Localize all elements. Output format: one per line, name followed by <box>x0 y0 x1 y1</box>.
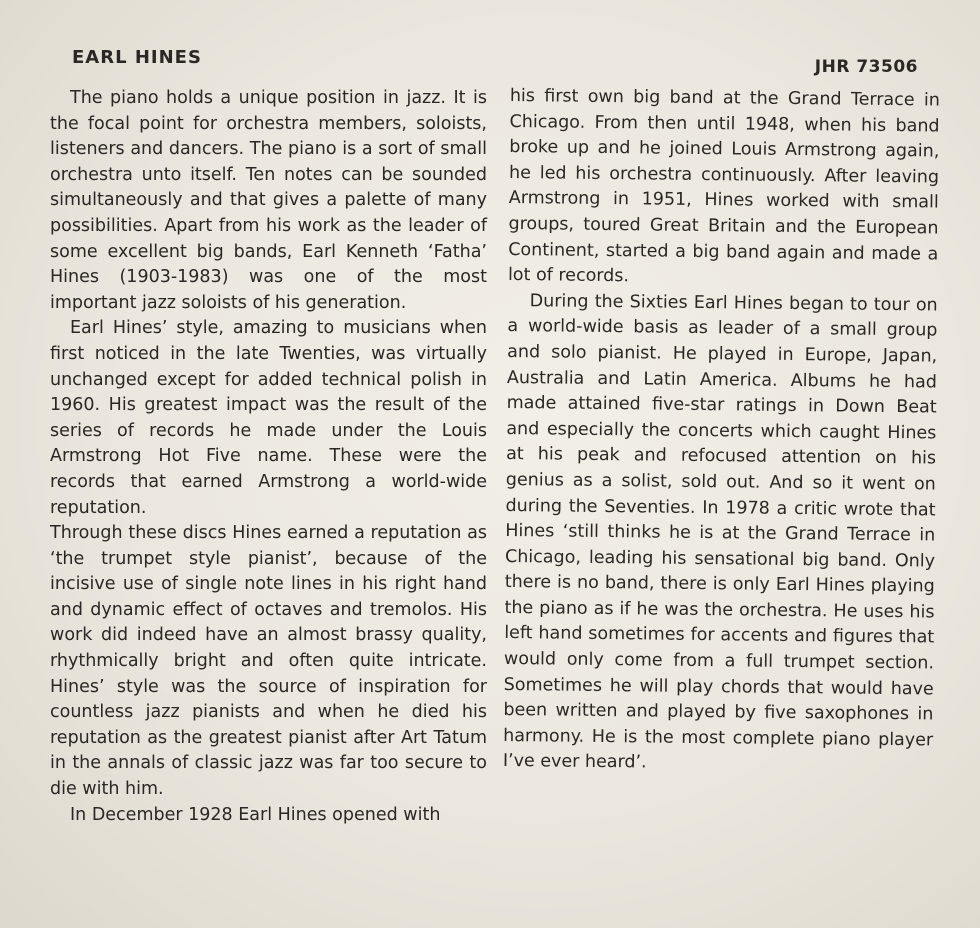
paragraph-style: Earl Hines’ style, amazing to musicians when first noticed in the late Twenties, was virtually unchanged except for added technical polish in 1960. His greatest impact was the result of the series of records he made under the Louis Armstrong Hot Five name. These were the records that earned Armstrong a world-wide reputation. <box>50 318 487 518</box>
paragraph-1928-start: In December 1928 Earl Hines opened with <box>70 804 441 825</box>
artist-heading: EARL HINES <box>72 47 202 68</box>
paragraph-sixties: During the Sixties Earl Hines began to tour on a world-wide basis as leader of a small group and solo pianist. He played in Europe, Japan, Australia and Latin America. Albums he had made attained five-star ratings in Down Beat and especially the concerts which caught Hines at his peak and refocused attention on his genius as a solist, sold out. And so it went on during the Seventies. In 1978 a critic wrote that Hines ‘still thinks he is at the Grand Terrace in Chicago, leading his sensational big band. Only there is no band, there is only Earl Hines playing the piano as if he was the orchestra. He uses his left hand sometimes for accents and figures that would only come from a full trumpet section. Sometimes he will play chords that would have been written and played by five saxophones in harmony. He is the most complete piano player I’ve ever heard’. <box>502 290 938 773</box>
paragraph-reputation: Through these discs Hines earned a reputation as ‘the trumpet style pianist’, because of the incisive use of single note lines in his right hand and dynamic effect of octaves and tremolos. His work did indeed have an almost brassy quality, rhythmically bright and often quite intricate. Hines’ style was the source of inspiration for countless jazz pianists and when he died his reputation as the greatest pianist after Art Tatum in the annals of classic jazz was far too secure to die with him. <box>50 523 487 800</box>
catalog-number: JHR 73506 <box>814 57 918 77</box>
left-column <box>50 86 487 828</box>
paragraph-1928-continued: his first own big band at the Grand Terrace in Chicago. From then until 1948, when his band broke up and he joined Louis Armstrong again, he led his orchestra continuously. After leaving Armstrong in 1951, Hines worked with small groups, toured Great Britain and the European Continent, started a big band again and made a lot of records. <box>507 85 940 287</box>
paragraph-intro: The piano holds a unique position in jazz. It is the focal point for orchestra members, soloists, listeners and dancers. The piano is a sort of small orchestra unto itself. Ten notes can be sounded simultaneously and that gives a palette of many possibilities. Apart from his work as the leader of some excellent big bands, Earl Kenneth ‘Fatha’ Hines (1903-1983) was one of the most important jazz soloists of his generation. <box>50 88 487 313</box>
right-column <box>503 84 940 779</box>
